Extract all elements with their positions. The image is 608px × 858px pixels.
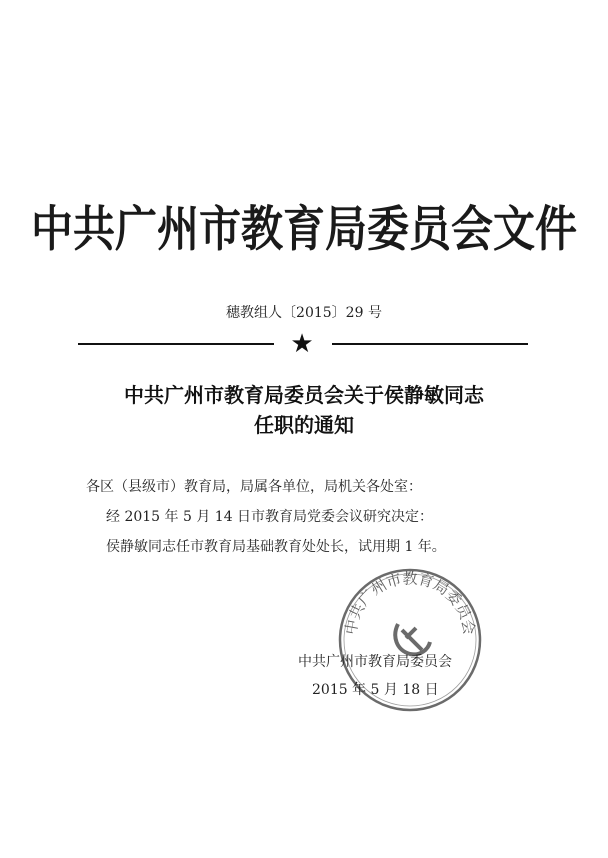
signature-org: 中共广州市教育局委员会	[298, 654, 452, 670]
header-rule-left	[78, 343, 274, 345]
header-rule-right	[332, 343, 528, 345]
salutation: 各区（县级市）教育局，局属各单位，局机关各处室：	[86, 479, 422, 495]
signature-block	[298, 648, 498, 704]
document-number: 穗教组人〔2015〕29 号	[226, 305, 382, 321]
star-icon: ★	[290, 329, 314, 359]
body-paragraph-2: 侯静敏同志任市教育局基础教育处处长，试用期 1 年。	[106, 539, 446, 555]
notice-title-line-2: 任职的通知	[254, 413, 354, 437]
notice-title	[0, 380, 608, 440]
notice-title-line-1: 中共广州市教育局委员会关于侯静敏同志	[124, 383, 484, 407]
body-paragraph-1: 经 2015 年 5 月 14 日市教育局党委会议研究决定：	[106, 509, 434, 525]
signature-date: 2015 年 5 月 18 日	[312, 682, 439, 698]
svg-text:中共广州市教育局委员会	[342, 569, 479, 636]
document-header-title: 中共广州市教育局委员会文件	[30, 200, 577, 258]
seal-text: 中共广州市教育局委员会	[341, 569, 479, 637]
notice-body	[86, 472, 556, 562]
